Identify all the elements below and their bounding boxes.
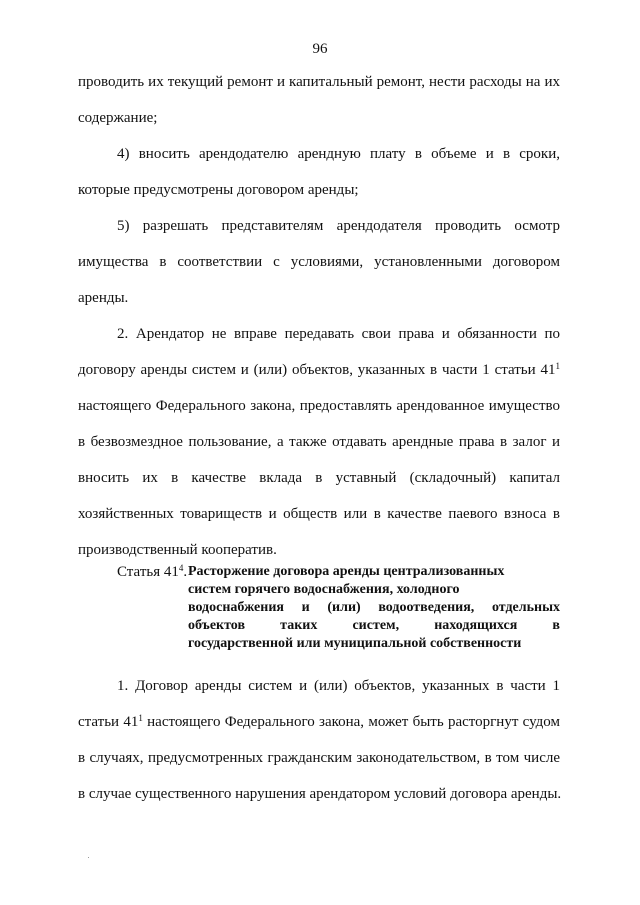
article-title-line: водоснабжения и (или) водоотведения, отдельных [188,600,560,615]
text-line: хозяйственных товариществ и обществ или в качестве паевого взноса в [78,506,560,522]
text-line: в случаях, предусмотренных гражданским законодательством, в том числе [78,750,560,766]
superscript: 1 [555,361,560,371]
page-number: 96 [312,41,328,57]
article-title-line: систем горячего водоснабжения, холодного [188,582,460,597]
article-title-line: государственной или муниципальной собственности [188,636,522,651]
text-line: настоящего Федерального закона, предоставлять арендованное имущество [78,398,560,414]
text-line: производственный кооператив. [78,542,277,558]
text-line: в безвозмездное пользование, а также отдавать арендные права в залог и [78,434,560,450]
text-line: 2. Арендатор не вправе передавать свои права и обязанности по [117,326,560,342]
text-line [78,713,560,731]
article-title-line: Расторжение договора аренды централизованных [188,564,505,579]
article-label-suffix: . [183,564,188,580]
text-line: 1. Договор аренды систем и (или) объектов, указанных в части 1 [117,678,560,694]
text-segment: договору аренды систем и (или) объектов, указанных в части 1 статьи 41 [78,362,556,378]
text-segment: статьи 41 [78,714,139,730]
article-label-sup: 4 [178,563,184,573]
text-line: 5) разрешать представителям арендодателя проводить осмотр [117,218,560,234]
scan-speck [88,857,89,858]
text-line: содержание; [78,110,158,126]
text-line: проводить их текущий ремонт и капитальный ремонт, нести расходы на их [78,74,560,90]
article-title-line: объектов таких систем, находящихся в [188,618,560,633]
text-line: аренды. [78,290,129,306]
article-label-text: Статья 41 [117,564,179,580]
text-segment: настоящего Федерального закона, может быть расторгнут судом [142,714,561,730]
article-title [188,563,560,653]
superscript: 1 [138,713,143,723]
article-label [117,563,187,581]
text-line: которые предусмотрены договором аренды; [78,182,359,198]
text-line: вносить их в качестве вклада в уставный (складочный) капитал [78,470,560,486]
text-line [78,361,560,379]
text-line: 4) вносить арендодателю арендную плату в объеме и в сроки, [117,146,560,162]
text-line: в случае существенного нарушения арендатором условий договора аренды. [78,786,562,802]
text-line: имущества в соответствии с условиями, установленными договором [78,254,560,270]
